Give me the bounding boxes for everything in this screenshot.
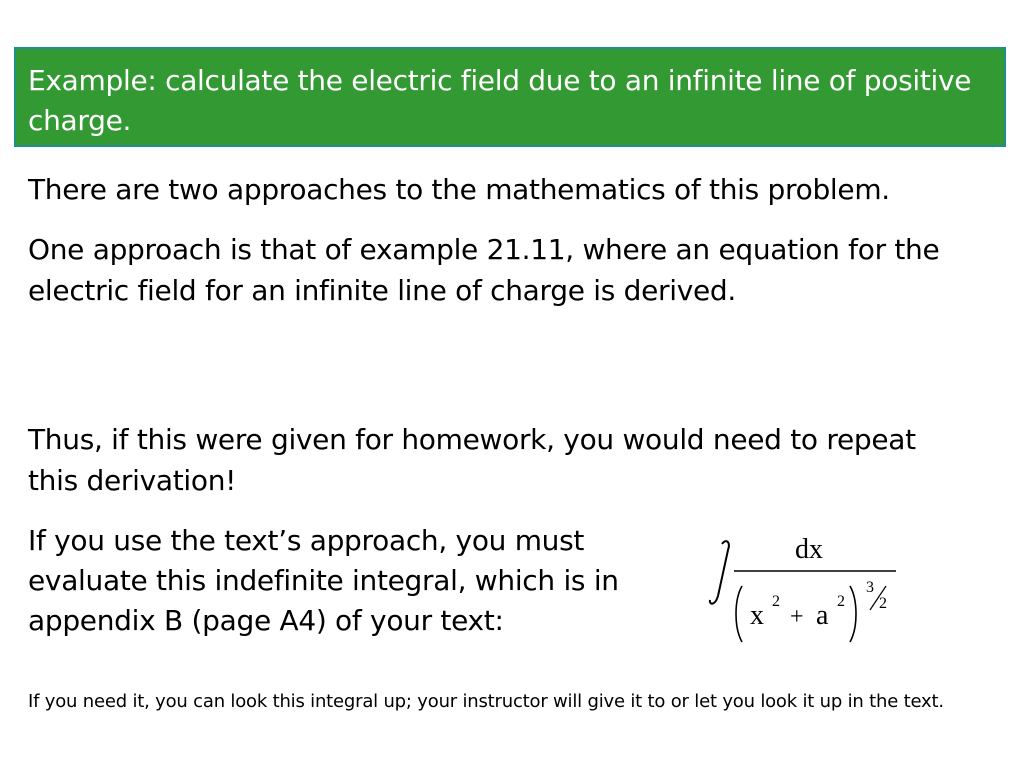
title-banner — [14, 47, 1006, 147]
paragraph-approaches: There are two approaches to the mathematics of this problem. — [28, 173, 890, 206]
integral-sign-icon — [710, 541, 729, 604]
plus-sign: + — [790, 604, 804, 630]
exp-x: 2 — [772, 593, 780, 610]
footnote: If you need it, you can look this integral up; your instructor will give it to or let you look it up in the text. — [28, 691, 944, 712]
slide-title: Example: calculate the electric field due to an infinite line of positive charge. — [28, 64, 972, 137]
exp-a: 2 — [837, 593, 845, 610]
integral-formula — [700, 520, 920, 650]
right-paren — [850, 586, 856, 642]
left-paren — [736, 586, 742, 642]
paragraph-homework: Thus, if this were given for homework, you would need to repeat this derivation! — [28, 423, 916, 497]
power-denominator: 2 — [879, 595, 887, 612]
base-a: a — [816, 600, 829, 631]
integral-svg — [700, 520, 920, 650]
power-numerator: 3 — [866, 579, 874, 596]
integral-numerator: dx — [795, 534, 823, 565]
paragraph-text-approach: If you use the text’s approach, you must evaluate this indefinite integral, which is in appendix B (page A4) of your text: — [28, 524, 619, 637]
base-x: x — [750, 600, 764, 631]
paragraph-example-approach: One approach is that of example 21.11, where an equation for the electric field for an infinite line of charge is derived. — [28, 233, 940, 307]
